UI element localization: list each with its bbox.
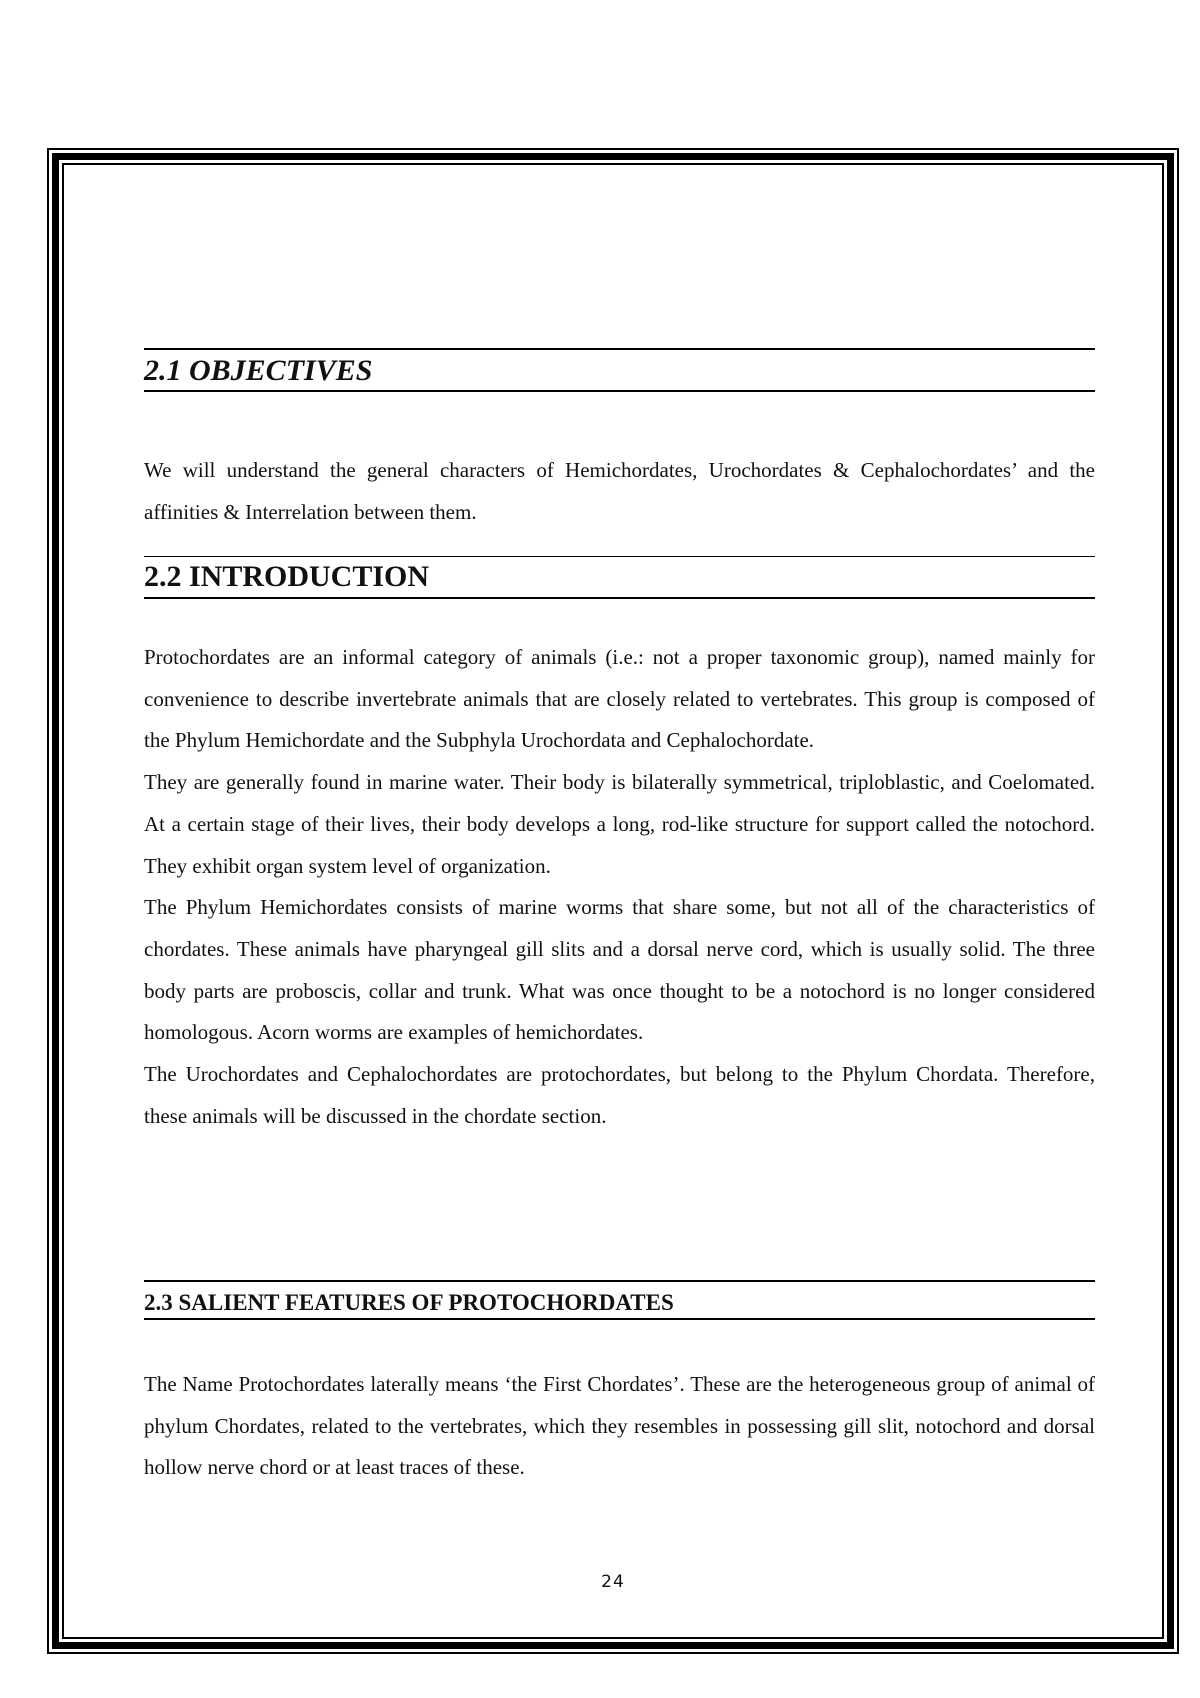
- salient-features-paragraph: The Name Protochordates laterally means ‘the First Chordates’. These are the heterogeneous group of animal of phylum Chordates, related to the vertebrates, which they resembles in possessing gill slit, notochord and dorsal hollow nerve chord or at least traces of these.: [144, 1372, 1095, 1480]
- objectives-paragraph: We will understand the general characters of Hemichordates, Urochordates & Cephalochordates’ and the affinities & Interrelation between them.: [144, 458, 1095, 524]
- objectives-body: [144, 450, 1095, 533]
- heading-objectives: 2.1 OBJECTIVES: [144, 348, 1095, 392]
- introduction-paragraph-4: The Urochordates and Cephalochordates are protochordates, but belong to the Phylum Chordata. Therefore, these animals will be discussed in the chordate section.: [144, 1062, 1095, 1128]
- introduction-paragraph-3: The Phylum Hemichordates consists of marine worms that share some, but not all of the characteristics of chordates. These animals have pharyngeal gill slits and a dorsal nerve cord, which is usually solid. The three body parts are proboscis, collar and trunk. What was once thought to be a notochord is no longer considered homologous. Acorn worms are examples of hemichordates.: [144, 895, 1095, 1045]
- heading-salient-features: 2.3 SALIENT FEATURES OF PROTOCHORDATES: [144, 1280, 1095, 1320]
- page-number: 24: [601, 1572, 625, 1592]
- introduction-paragraph-1: Protochordates are an informal category of animals (i.e.: not a proper taxonomic group), named mainly for convenience to describe invertebrate animals that are closely related to vertebrates. This group is composed of the Phylum Hemichordate and the Subphyla Urochordata and Cephalochordate.: [144, 645, 1095, 753]
- heading-introduction: 2.2 INTRODUCTION: [144, 556, 1095, 599]
- introduction-body: [144, 637, 1095, 1137]
- introduction-paragraph-2: They are generally found in marine water. Their body is bilaterally symmetrical, triploblastic, and Coelomated. At a certain stage of their lives, their body develops a long, rod-like structure for support called the notochord. They exhibit organ system level of organization.: [144, 770, 1095, 878]
- salient-features-body: [144, 1364, 1095, 1489]
